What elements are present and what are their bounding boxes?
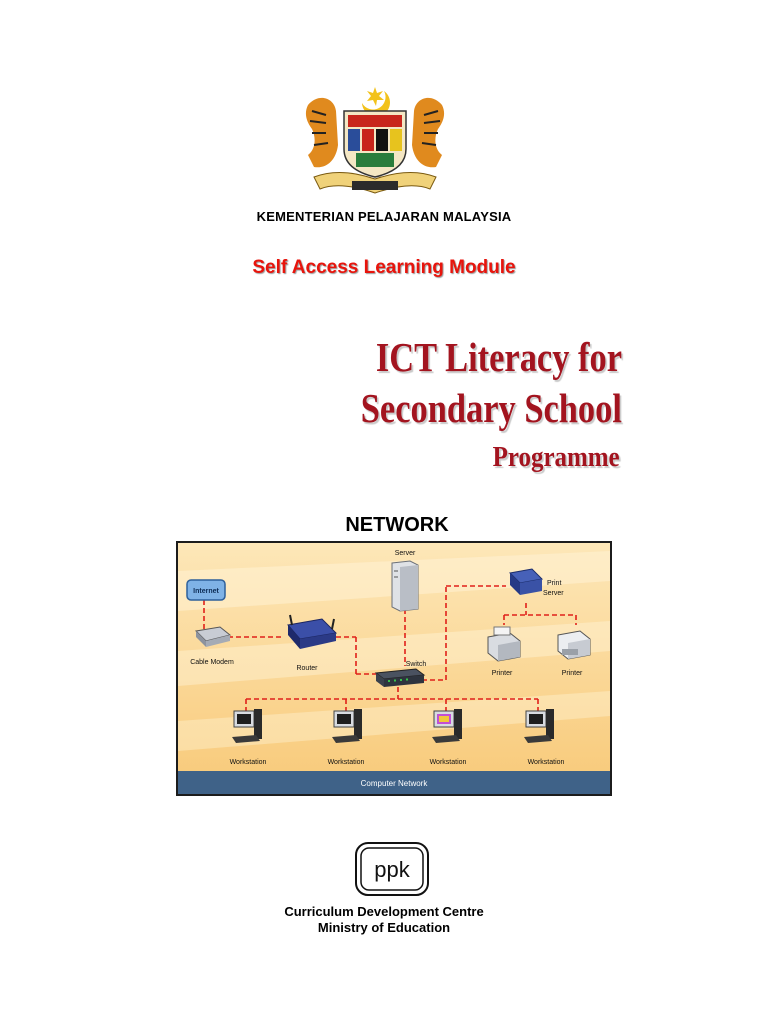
workstation-icon	[332, 709, 362, 743]
coat-of-arms-logo	[300, 85, 450, 197]
footer-centre: Curriculum Development Centre	[284, 904, 484, 919]
network-diagram	[176, 541, 612, 796]
workstation-icon	[432, 709, 462, 743]
title-line-3: Programme	[493, 441, 620, 473]
server-icon	[392, 561, 418, 611]
workstation-label: Workstation	[229, 759, 267, 766]
title-line-2: Secondary School	[360, 385, 622, 431]
ministry-heading: KEMENTERIAN PELAJARAN MALAYSIA	[256, 209, 512, 224]
title-line-1: ICT Literacy for	[375, 334, 622, 380]
switch-label: Switch	[405, 661, 427, 668]
workstation-icon	[232, 709, 262, 743]
printer-label-1: Printer	[491, 670, 513, 677]
workstation-icon	[524, 709, 554, 743]
workstation-label: Workstation	[429, 759, 467, 766]
workstation-label: Workstation	[527, 759, 565, 766]
diagram-footer-label: Computer Network	[360, 779, 428, 788]
cable-modem-label: Cable Modem	[190, 659, 234, 666]
printer-icon	[558, 631, 590, 659]
section-heading: NETWORK	[345, 514, 449, 536]
server-label: Server	[394, 550, 416, 557]
printer-label-2: Printer	[561, 670, 583, 677]
print-server-label-2: Server	[543, 590, 564, 597]
svg-text:ppk: ppk	[374, 857, 410, 882]
footer-ministry: Ministry of Education	[317, 920, 451, 935]
module-label: Self Access Learning Module	[252, 257, 516, 278]
router-label: Router	[296, 665, 318, 672]
workstation-label: Workstation	[327, 759, 365, 766]
internet-label: Internet	[193, 588, 219, 595]
print-server-label-1: Print	[547, 580, 562, 587]
ppk-logo	[353, 840, 431, 898]
